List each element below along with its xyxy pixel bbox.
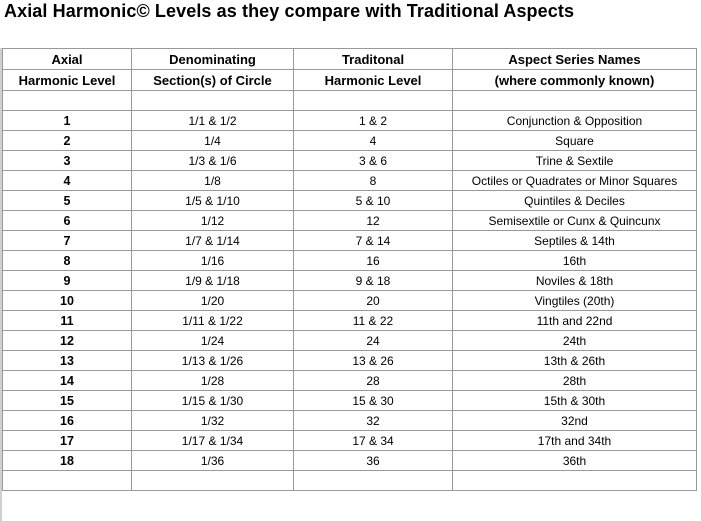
header-cell: Aspect Series Names: [453, 49, 697, 70]
header-cell: Harmonic Level: [3, 70, 132, 91]
page-title: Axial Harmonic© Levels as they compare with Traditional Aspects: [4, 1, 575, 21]
table-row: [3, 231, 697, 251]
traditional-cell: 24: [294, 331, 453, 351]
traditional-cell: 11 & 22: [294, 311, 453, 331]
section-cell: 1/36: [132, 451, 294, 471]
aspect-name-cell: Septiles & 14th: [453, 231, 697, 251]
table-row: [3, 291, 697, 311]
empty-cell: [3, 91, 132, 111]
aspect-name-cell: Noviles & 18th: [453, 271, 697, 291]
level-cell: 17: [3, 431, 132, 451]
traditional-cell: 36: [294, 451, 453, 471]
aspect-name-cell: 17th and 34th: [453, 431, 697, 451]
table-row: [3, 351, 697, 371]
traditional-cell: 7 & 14: [294, 231, 453, 251]
level-cell: 3: [3, 151, 132, 171]
section-cell: 1/20: [132, 291, 294, 311]
section-cell: 1/13 & 1/26: [132, 351, 294, 371]
empty-cell: [132, 91, 294, 111]
aspect-name-cell: 36th: [453, 451, 697, 471]
traditional-cell: 17 & 34: [294, 431, 453, 451]
traditional-cell: 13 & 26: [294, 351, 453, 371]
empty-cell: [132, 471, 294, 491]
section-cell: 1/32: [132, 411, 294, 431]
traditional-cell: 28: [294, 371, 453, 391]
table-row: [3, 131, 697, 151]
level-cell: 16: [3, 411, 132, 431]
aspect-name-cell: Quintiles & Deciles: [453, 191, 697, 211]
aspect-name-cell: 28th: [453, 371, 697, 391]
spacer-row: [3, 91, 697, 111]
table-row: [3, 451, 697, 471]
spacer-row: [3, 471, 697, 491]
table-row: [3, 431, 697, 451]
level-cell: 6: [3, 211, 132, 231]
section-cell: 1/12: [132, 211, 294, 231]
section-cell: 1/9 & 1/18: [132, 271, 294, 291]
header-cell: Denominating: [132, 49, 294, 70]
table-row: [3, 251, 697, 271]
level-cell: 9: [3, 271, 132, 291]
header-cell: Traditonal: [294, 49, 453, 70]
aspect-name-cell: Square: [453, 131, 697, 151]
table-row: [3, 371, 697, 391]
harmonic-table: [2, 48, 697, 491]
aspect-name-cell: Conjunction & Opposition: [453, 111, 697, 131]
header-cell: Section(s) of Circle: [132, 70, 294, 91]
header-cell: Axial: [3, 49, 132, 70]
section-cell: 1/17 & 1/34: [132, 431, 294, 451]
table-row: [3, 191, 697, 211]
header-row-1: [3, 49, 697, 70]
level-cell: 11: [3, 311, 132, 331]
level-cell: 10: [3, 291, 132, 311]
traditional-cell: 16: [294, 251, 453, 271]
traditional-cell: 32: [294, 411, 453, 431]
table-row: [3, 151, 697, 171]
section-cell: 1/28: [132, 371, 294, 391]
traditional-cell: 5 & 10: [294, 191, 453, 211]
section-cell: 1/4: [132, 131, 294, 151]
level-cell: 12: [3, 331, 132, 351]
table-row: [3, 111, 697, 131]
traditional-cell: 15 & 30: [294, 391, 453, 411]
aspect-name-cell: Vingtiles (20th): [453, 291, 697, 311]
header-row-2: [3, 70, 697, 91]
level-cell: 5: [3, 191, 132, 211]
traditional-cell: 20: [294, 291, 453, 311]
level-cell: 8: [3, 251, 132, 271]
aspect-name-cell: Octiles or Quadrates or Minor Squares: [453, 171, 697, 191]
header-cell: (where commonly known): [453, 70, 697, 91]
empty-cell: [453, 471, 697, 491]
section-cell: 1/1 & 1/2: [132, 111, 294, 131]
table-row: [3, 311, 697, 331]
traditional-cell: 4: [294, 131, 453, 151]
aspect-name-cell: 13th & 26th: [453, 351, 697, 371]
table-row: [3, 331, 697, 351]
section-cell: 1/7 & 1/14: [132, 231, 294, 251]
header-cell: Harmonic Level: [294, 70, 453, 91]
empty-cell: [294, 91, 453, 111]
aspect-name-cell: 11th and 22nd: [453, 311, 697, 331]
table-row: [3, 411, 697, 431]
traditional-cell: 12: [294, 211, 453, 231]
section-cell: 1/8: [132, 171, 294, 191]
empty-cell: [294, 471, 453, 491]
section-cell: 1/5 & 1/10: [132, 191, 294, 211]
traditional-cell: 8: [294, 171, 453, 191]
aspect-name-cell: Semisextile or Cunx & Quincunx: [453, 211, 697, 231]
level-cell: 4: [3, 171, 132, 191]
aspect-name-cell: 15th & 30th: [453, 391, 697, 411]
traditional-cell: 3 & 6: [294, 151, 453, 171]
empty-cell: [453, 91, 697, 111]
aspect-name-cell: Trine & Sextile: [453, 151, 697, 171]
table-row: [3, 271, 697, 291]
section-cell: 1/16: [132, 251, 294, 271]
section-cell: 1/3 & 1/6: [132, 151, 294, 171]
aspect-name-cell: 24th: [453, 331, 697, 351]
table-row: [3, 391, 697, 411]
aspect-name-cell: 32nd: [453, 411, 697, 431]
section-cell: 1/15 & 1/30: [132, 391, 294, 411]
section-cell: 1/11 & 1/22: [132, 311, 294, 331]
level-cell: 13: [3, 351, 132, 371]
level-cell: 7: [3, 231, 132, 251]
level-cell: 14: [3, 371, 132, 391]
traditional-cell: 1 & 2: [294, 111, 453, 131]
aspect-name-cell: 16th: [453, 251, 697, 271]
traditional-cell: 9 & 18: [294, 271, 453, 291]
empty-cell: [3, 471, 132, 491]
table-row: [3, 171, 697, 191]
section-cell: 1/24: [132, 331, 294, 351]
table-row: [3, 211, 697, 231]
level-cell: 18: [3, 451, 132, 471]
level-cell: 1: [3, 111, 132, 131]
level-cell: 2: [3, 131, 132, 151]
level-cell: 15: [3, 391, 132, 411]
